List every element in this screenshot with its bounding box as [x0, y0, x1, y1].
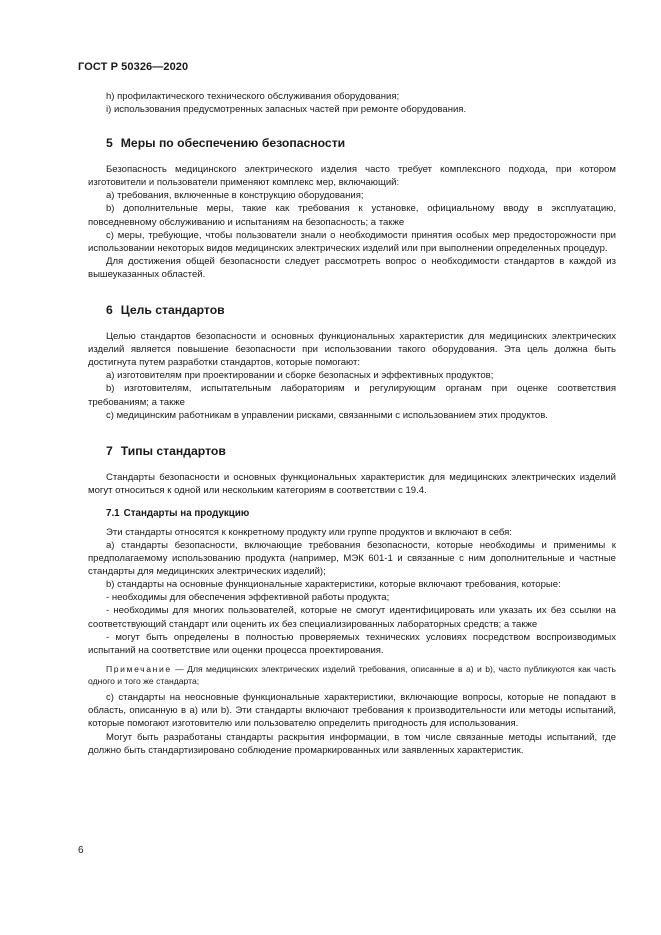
section-5-item-b: b) дополнительные меры, такие как требования к установке, официальному вводу в эксплуатацию, повседневному обслуживанию и испытаниям на безопасность; а также	[88, 203, 616, 228]
section-6-number: 6	[106, 303, 113, 318]
document-header: ГОСТ Р 50326—2020	[78, 61, 189, 73]
note-text: — Для медицинских электрических изделий требования, описанные в a) и b), часто публикуются как часть одного и того же стандарта;	[88, 663, 616, 687]
subsection-7-1-item-b: b) стандарты на основные функциональные характеристики, которые включают требования, которые:	[106, 579, 561, 591]
section-7-number: 7	[106, 443, 113, 458]
section-5-number: 5	[106, 136, 113, 151]
dash-item-1: - необходимы для обеспечения эффективной работы продукта;	[106, 592, 390, 604]
section-6-item-b: b) изготовителям, испытательным лабораториям и регулирующим органам при оценке соответствия требованиям; а также	[88, 383, 616, 408]
document-body	[88, 90, 616, 757]
dash-item-2: - необходимы для многих пользователей, которые не смогут идентифицировать или указать их без ссылки на соответствующий стандарт или оценить их без специализированных лабораторных средств; а также	[88, 605, 616, 630]
section-7-paragraph: Стандарты безопасности и основных функциональных характеристик для медицинских электрических изделий могут относиться к одной или нескольким категориям в соответствии с 19.4.	[88, 471, 616, 496]
section-5-title: Меры по обеспечению безопасности	[120, 136, 346, 151]
section-6-paragraph: Целью стандартов безопасности и основных функциональных характеристик для медицинских электрических изделий является повышение безопасности при использовании такого оборудования. Эта цель должна быть достигнута путем разработки стандартов, которые помогают:	[88, 331, 616, 369]
section-7-heading	[88, 444, 616, 458]
section-5-heading	[88, 136, 616, 150]
note-label: Примечание	[106, 663, 172, 674]
subsection-7-1-last-paragraph: Могут быть разработаны стандарты раскрытия информации, в том числе связанные методы испытаний, где должно быть стандартизировано соблюдение промаркированных или заявленных характеристик.	[88, 731, 616, 756]
section-5-paragraph-2: Для достижения общей безопасности следует рассмотреть вопрос о необходимости стандартов в каждой из вышеуказанных областей.	[88, 255, 616, 280]
list-item-i: i) использования предусмотренных запасных частей при ремонте оборудования.	[106, 104, 467, 116]
list-item-h: h) профилактического технического обслуживания оборудования;	[106, 91, 400, 102]
section-7-title: Типы стандартов	[120, 443, 226, 458]
subsection-7-1-number: 7.1	[106, 507, 120, 519]
section-6-item-c: c) медицинским работникам в управлении рисками, связанными с использованием этих продуктов.	[106, 409, 548, 421]
section-6-title: Цель стандартов	[120, 303, 225, 318]
dash-item-3: - могут быть определены в полностью проверяемых технических условиях посредством воспроизводимых испытаний на соответствие или оценки процесса проектирования.	[88, 631, 616, 656]
section-6-item-a: a) изготовителям при проектировании и сборке безопасных и эффективных продуктов;	[106, 370, 494, 382]
page-number: 6	[78, 845, 84, 856]
subsection-7-1-item-c: c) стандарты на неосновные функциональные характеристики, включающие вопросы, которые не попадают в область, описанную в a) или b). Эти стандарты включают требования к производительности или методы испытаний, которые помогают изготовителю или пользователю определить пригодность для использования.	[88, 692, 616, 730]
subsection-7-1-paragraph: Эти стандарты относятся к конкретному продукту или группе продуктов и включают в себя:	[106, 526, 512, 538]
section-6-heading	[88, 303, 616, 317]
subsection-7-1-heading	[88, 507, 616, 520]
section-5-item-c: c) меры, требующие, чтобы пользователи знали о необходимости принятия особых мер предосторожности при использовании некоторых видов медицинских электрических изделий или при выполнении определенных процедур.	[88, 229, 616, 254]
subsection-7-1-title: Стандарты на продукцию	[123, 507, 250, 519]
note	[88, 663, 616, 687]
subsection-7-1-item-a: a) стандарты безопасности, включающие требования безопасности, которые необходимы и применимы к предполагаемому использованию продукта (например, МЭК 601-1 и связанные с ним дополнительные и частные стандарты для медицинских электрических изделий);	[88, 539, 616, 578]
section-5-item-a: a) требования, включенные в конструкцию оборудования;	[106, 190, 364, 202]
section-5-paragraph: Безопасность медицинского электрического изделия часто требует комплексного подхода, при котором изготовители и пользователи применяют комплекс мер, включающий:	[88, 164, 616, 189]
